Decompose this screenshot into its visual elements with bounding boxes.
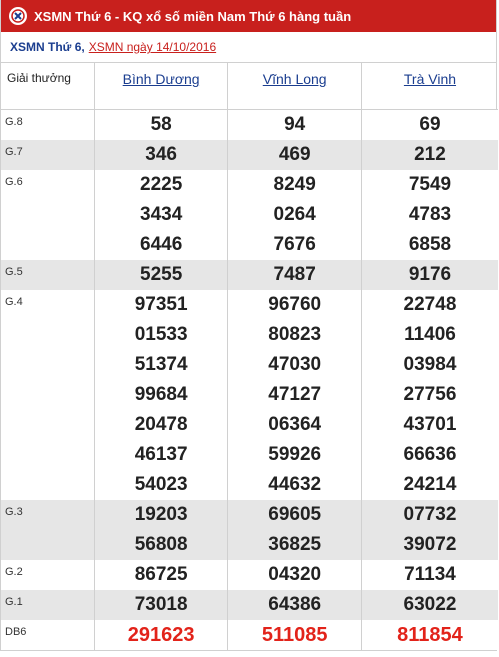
prize-cell xyxy=(228,170,362,260)
prize-cell xyxy=(228,500,362,560)
prize-number: 51374 xyxy=(134,353,188,375)
prize-number: 69605 xyxy=(268,503,322,525)
prize-cell xyxy=(361,590,498,620)
prize-label: G.8 xyxy=(1,109,94,140)
prize-number: 22748 xyxy=(403,293,457,315)
prize-cell xyxy=(94,260,228,290)
prize-number: 24214 xyxy=(403,473,457,495)
breadcrumb-day-link[interactable]: XSMN Thứ 6, xyxy=(10,40,85,54)
table-header-row xyxy=(1,63,498,109)
prize-cell xyxy=(228,140,362,170)
prize-label: DB6 xyxy=(1,620,94,650)
prize-number: 7676 xyxy=(273,233,316,255)
prize-number: 346 xyxy=(145,143,177,165)
prize-cell xyxy=(228,290,362,500)
prize-column-header: Giải thưởng xyxy=(1,63,94,109)
prize-number: 86725 xyxy=(134,563,188,585)
prize-cell xyxy=(361,170,498,260)
province-header xyxy=(94,63,228,109)
prize-number: 59926 xyxy=(268,443,322,465)
prize-number: 97351 xyxy=(134,293,188,315)
prize-row xyxy=(1,620,498,650)
special-prize-number: 291623 xyxy=(127,623,195,646)
prize-number: 03984 xyxy=(403,353,457,375)
prize-number: 0264 xyxy=(273,203,316,225)
prize-number: 7487 xyxy=(273,263,316,285)
prize-number: 27756 xyxy=(403,383,457,405)
prize-number: 73018 xyxy=(134,593,188,615)
prize-number: 212 xyxy=(414,143,446,165)
prize-number: 63022 xyxy=(403,593,457,615)
prize-number: 469 xyxy=(278,143,311,165)
prize-label: G.7 xyxy=(1,140,94,170)
prize-number: 69 xyxy=(419,113,441,135)
prize-label: G.6 xyxy=(1,170,94,260)
prize-row xyxy=(1,500,498,560)
breadcrumb xyxy=(1,32,496,63)
province-link[interactable]: Vĩnh Long xyxy=(262,71,327,87)
prize-number: 94 xyxy=(284,113,306,135)
prize-number: 46137 xyxy=(134,443,188,465)
prize-number: 04320 xyxy=(268,563,322,585)
prize-number: 39072 xyxy=(403,533,457,555)
prize-number: 07732 xyxy=(403,503,457,525)
prize-number: 20478 xyxy=(134,413,188,435)
prize-cell xyxy=(361,290,498,500)
prize-cell xyxy=(228,260,362,290)
province-link[interactable]: Bình Dương xyxy=(122,71,200,87)
prize-cell xyxy=(361,260,498,290)
prize-number: 99684 xyxy=(134,383,188,405)
prize-number: 44632 xyxy=(268,473,322,495)
prize-number: 2225 xyxy=(140,173,183,195)
prize-number: 19203 xyxy=(134,503,188,525)
prize-cell xyxy=(228,560,362,590)
prize-cell xyxy=(361,560,498,590)
prize-cell xyxy=(228,590,362,620)
results-table xyxy=(1,63,498,650)
prize-cell xyxy=(94,590,228,620)
province-header xyxy=(228,63,362,109)
prize-cell xyxy=(361,500,498,560)
prize-cell xyxy=(94,500,228,560)
panel-header xyxy=(1,0,496,32)
prize-row xyxy=(1,109,498,140)
prize-number: 6446 xyxy=(140,233,183,255)
prize-cell xyxy=(94,560,228,590)
prize-number: 47127 xyxy=(268,383,322,405)
prize-number: 4783 xyxy=(408,203,452,225)
prize-number: 80823 xyxy=(268,323,322,345)
prize-cell xyxy=(94,109,228,140)
prize-row xyxy=(1,170,498,260)
prize-row xyxy=(1,290,498,500)
prize-cell xyxy=(94,140,228,170)
prize-cell xyxy=(94,290,228,500)
prize-cell xyxy=(94,170,228,260)
prize-row xyxy=(1,260,498,290)
breadcrumb-date-link[interactable]: XSMN ngày 14/10/2016 xyxy=(88,40,217,54)
prize-label: G.1 xyxy=(1,590,94,620)
province-link[interactable]: Trà Vinh xyxy=(403,71,457,87)
prize-number: 06364 xyxy=(268,413,322,435)
prize-number: 54023 xyxy=(134,473,188,495)
prize-row xyxy=(1,590,498,620)
prize-number: 47030 xyxy=(268,353,322,375)
prize-number: 66636 xyxy=(403,443,457,465)
prize-cell xyxy=(228,620,362,650)
prize-label: G.2 xyxy=(1,560,94,590)
prize-row xyxy=(1,140,498,170)
prize-number: 8249 xyxy=(273,173,316,195)
prize-number: 36825 xyxy=(268,533,322,555)
special-prize-number: 811854 xyxy=(397,623,463,646)
province-header xyxy=(361,63,498,109)
prize-cell xyxy=(361,620,498,650)
prize-number: 58 xyxy=(150,113,172,135)
prize-number: 3434 xyxy=(140,203,183,225)
prize-number: 56808 xyxy=(134,533,188,555)
prize-row xyxy=(1,560,498,590)
prize-label: G.4 xyxy=(1,290,94,500)
prize-number: 11406 xyxy=(404,323,456,345)
prize-number: 64386 xyxy=(268,593,322,615)
special-prize-number: 511085 xyxy=(261,623,328,646)
prize-cell xyxy=(228,109,362,140)
prize-number: 96760 xyxy=(268,293,322,315)
prize-cell xyxy=(94,620,228,650)
prize-cell xyxy=(361,109,498,140)
prize-number: 01533 xyxy=(134,323,188,345)
prize-label: G.3 xyxy=(1,500,94,560)
xsmn-logo-icon xyxy=(9,7,27,25)
prize-number: 9176 xyxy=(408,263,452,285)
prize-cell xyxy=(361,140,498,170)
prize-number: 43701 xyxy=(403,413,457,435)
prize-number: 71134 xyxy=(404,563,456,585)
panel-title[interactable]: XSMN Thứ 6 - KQ xổ số miền Nam Thứ 6 hàng tuần xyxy=(34,8,352,24)
prize-number: 5255 xyxy=(140,263,183,285)
prize-label: G.5 xyxy=(1,260,94,290)
prize-number: 6858 xyxy=(408,233,452,255)
prize-number: 7549 xyxy=(408,173,452,195)
